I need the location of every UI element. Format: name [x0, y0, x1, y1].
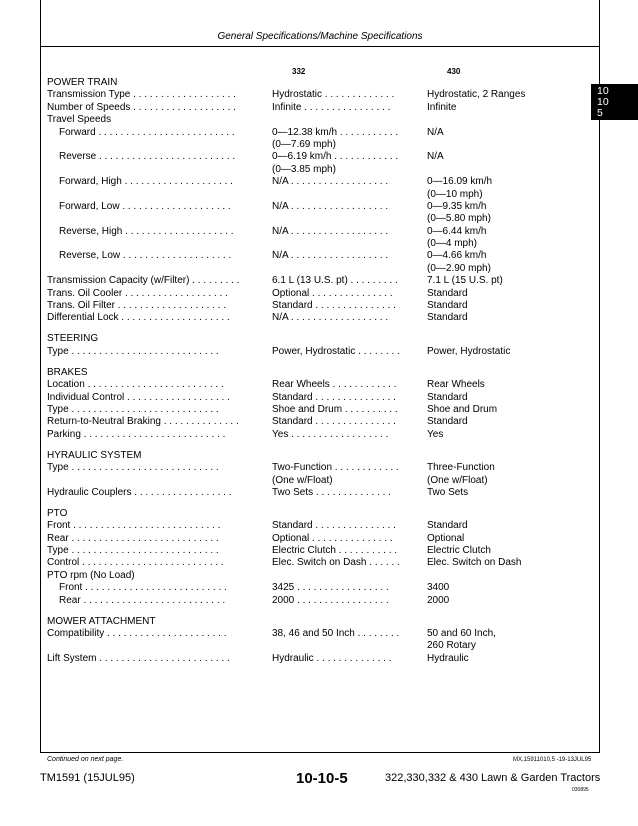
spec-row	[47, 226, 597, 238]
spec-value-332: 6.1 L (13 U.S. pt) . . . . . . . . .	[272, 275, 398, 287]
spec-row	[47, 462, 597, 474]
spec-label: Trans. Oil Filter . . . . . . . . . . . . . . . . . . . .	[47, 300, 227, 312]
spec-value-430: 3400	[427, 582, 450, 594]
spec-row	[47, 404, 597, 416]
spec-label: Individual Control . . . . . . . . . . . . . . . . . . .	[47, 391, 230, 403]
spec-label: Reverse, High . . . . . . . . . . . . . . . . . . . .	[59, 225, 234, 237]
spec-value-430: 0—4.66 km/h	[427, 250, 487, 262]
spec-value-430: 50 and 60 Inch,	[427, 627, 496, 639]
spec-row	[47, 164, 597, 176]
spec-label: Compatibility . . . . . . . . . . . . . . . . . . . . . .	[47, 627, 227, 639]
spec-label: Type . . . . . . . . . . . . . . . . . . . . . . . . . . .	[47, 462, 219, 474]
spec-label: Travel Speeds	[47, 114, 112, 126]
spec-value-332: Yes . . . . . . . . . . . . . . . . . .	[272, 428, 389, 440]
section-title: POWER TRAIN	[47, 77, 118, 88]
spec-value-430: Electric Clutch	[427, 545, 491, 557]
spec-value-430: Shoe and Drum	[427, 403, 498, 415]
section-heading	[47, 616, 597, 628]
spec-row	[47, 520, 597, 532]
spec-label: Return-to-Neutral Braking . . . . . . . . . . . . . .	[47, 416, 239, 428]
spec-label: Forward, High . . . . . . . . . . . . . . . . . . . .	[59, 176, 233, 188]
section-heading	[47, 367, 597, 379]
page-frame	[40, 0, 600, 753]
spec-value-430: Elec. Switch on Dash	[427, 557, 522, 569]
spec-value-430: 260 Rotary	[427, 640, 476, 652]
spec-value-332: Hydraulic . . . . . . . . . . . . . .	[272, 652, 392, 664]
section-tab	[591, 84, 638, 120]
spec-value-332: 0—12.38 km/h . . . . . . . . . . .	[272, 126, 399, 138]
spec-label: Transmission Capacity (w/Filter) . . . . . . . . .	[47, 275, 240, 287]
spec-row	[47, 275, 597, 287]
spec-label: Front . . . . . . . . . . . . . . . . . . . . . . . . . .	[59, 582, 227, 594]
section-title: HYRAULIC SYSTEM	[47, 449, 142, 461]
section-heading	[47, 333, 597, 345]
spec-label: Type . . . . . . . . . . . . . . . . . . . . . . . . . . .	[47, 403, 219, 415]
spec-value-430: Standard	[427, 300, 468, 312]
spec-label: Type . . . . . . . . . . . . . . . . . . . . . . . . . . .	[47, 545, 219, 557]
spec-label: Rear . . . . . . . . . . . . . . . . . . . . . . . . . . .	[47, 532, 219, 544]
spec-value-332: Elec. Switch on Dash . . . . . .	[272, 557, 400, 569]
spec-label: Differential Lock . . . . . . . . . . . . . . . . . . . .	[47, 312, 230, 324]
header-divider	[41, 46, 599, 47]
spec-value-430: 2000	[427, 594, 450, 606]
spec-value-430: (0—4 mph)	[427, 238, 478, 250]
spec-value-430: Three-Function	[427, 462, 495, 474]
spec-value-332: Hydrostatic . . . . . . . . . . . . .	[272, 89, 395, 101]
spec-row	[47, 416, 597, 428]
spec-value-430: Standard	[427, 287, 468, 299]
spec-row	[47, 189, 597, 201]
spec-value-332: Standard . . . . . . . . . . . . . . .	[272, 416, 396, 428]
spec-row	[47, 429, 597, 441]
section-title: STEERING	[47, 333, 99, 345]
spec-value-430: Two Sets	[427, 486, 469, 498]
spec-value-430: Rear Wheels	[427, 379, 485, 391]
spec-value-332: Standard . . . . . . . . . . . . . . .	[272, 520, 396, 532]
spec-value-332: Rear Wheels . . . . . . . . . . . .	[272, 379, 397, 391]
section-title: MOWER ATTACHMENT	[47, 615, 156, 627]
spec-label: Forward . . . . . . . . . . . . . . . . . . . . . . . . .	[59, 126, 235, 138]
page-number: 10-10-5	[296, 770, 348, 787]
spec-label: Hydraulic Couplers . . . . . . . . . . . . . . . . . .	[47, 486, 232, 498]
section-title: PTO	[47, 507, 68, 519]
spec-row	[47, 653, 597, 665]
spec-value-430: Optional	[427, 532, 465, 544]
spec-row	[47, 127, 597, 139]
spec-row	[47, 176, 597, 188]
spec-row	[47, 288, 597, 300]
spec-value-332: Optional . . . . . . . . . . . . . . .	[272, 287, 393, 299]
spec-value-430: (0—10 mph)	[427, 188, 483, 200]
spec-row	[47, 533, 597, 545]
spec-row	[47, 151, 597, 163]
section-heading	[47, 77, 597, 89]
spec-label: Transmission Type . . . . . . . . . . . . . . . . . . .	[47, 89, 236, 101]
spec-row	[47, 213, 597, 225]
spec-value-332: N/A . . . . . . . . . . . . . . . . . .	[272, 200, 389, 212]
spec-label: Reverse . . . . . . . . . . . . . . . . . . . . . . . . .	[59, 151, 236, 163]
spec-value-430: (0—5.80 mph)	[427, 213, 491, 225]
spec-row	[47, 346, 597, 358]
spec-value-430: Hydraulic	[427, 652, 469, 664]
spec-row	[47, 312, 597, 324]
spec-row	[47, 379, 597, 391]
section-heading	[47, 508, 597, 520]
spec-value-430: (One w/Float)	[427, 474, 488, 486]
spec-row	[47, 628, 597, 640]
spec-value-430: 0—9.35 km/h	[427, 200, 487, 212]
tab-line: 10	[597, 96, 609, 108]
spec-value-430: Hydrostatic, 2 Ranges	[427, 89, 526, 101]
spec-row	[47, 595, 597, 607]
spec-value-332: Two Sets . . . . . . . . . . . . . .	[272, 486, 391, 498]
spec-value-430: Standard	[427, 520, 468, 532]
spec-table	[47, 77, 597, 665]
column-header-332: 332	[292, 67, 306, 76]
spec-label: Rear . . . . . . . . . . . . . . . . . . . . . . . . . .	[59, 594, 226, 606]
spec-value-332: 0—6.19 km/h . . . . . . . . . . . .	[272, 151, 399, 163]
spec-value-430: 0—6.44 km/h	[427, 225, 487, 237]
spec-row	[47, 139, 597, 151]
spec-label: Control . . . . . . . . . . . . . . . . . . . . . . . . . .	[47, 557, 224, 569]
spec-row	[47, 487, 597, 499]
spec-value-332: (One w/Float)	[272, 474, 333, 486]
spec-value-430: Yes	[427, 428, 444, 440]
spec-row	[47, 475, 597, 487]
spec-label: Trans. Oil Cooler . . . . . . . . . . . . . . . . . . .	[47, 287, 228, 299]
spec-value-332: Electric Clutch . . . . . . . . . . .	[272, 545, 398, 557]
spec-value-430: Standard	[427, 312, 468, 324]
spec-row	[47, 557, 597, 569]
spec-row	[47, 89, 597, 101]
column-header-430: 430	[447, 67, 461, 76]
spec-label: Reverse, Low . . . . . . . . . . . . . . . . . . . .	[59, 250, 232, 262]
spec-row	[47, 545, 597, 557]
spec-value-332: Shoe and Drum . . . . . . . . . .	[272, 403, 398, 415]
spec-value-430: 0—16.09 km/h	[427, 176, 493, 188]
spec-row	[47, 300, 597, 312]
spec-row	[47, 250, 597, 262]
spec-label: Forward, Low . . . . . . . . . . . . . . . . . . . .	[59, 200, 231, 212]
spec-value-332: (0—7.69 mph)	[272, 138, 336, 150]
spec-row	[47, 201, 597, 213]
spec-value-430: Standard	[427, 416, 468, 428]
spec-label: Front . . . . . . . . . . . . . . . . . . . . . . . . . . .	[47, 520, 221, 532]
manual-title: 322,330,332 & 430 Lawn & Garden Tractors	[385, 772, 601, 784]
spec-value-332: N/A . . . . . . . . . . . . . . . . . .	[272, 176, 389, 188]
section-heading	[47, 450, 597, 462]
spec-value-332: N/A . . . . . . . . . . . . . . . . . .	[272, 312, 389, 324]
spec-value-332: Power, Hydrostatic . . . . . . . .	[272, 345, 400, 357]
tab-line: 10	[597, 85, 609, 97]
document-code: MX,15911010,5 -19-13JUL95	[513, 757, 592, 763]
spec-value-430: Infinite	[427, 101, 457, 113]
spec-value-430: Power, Hydrostatic	[427, 345, 511, 357]
spec-value-332: Infinite . . . . . . . . . . . . . . . .	[272, 101, 391, 113]
spec-value-332: N/A . . . . . . . . . . . . . . . . . .	[272, 225, 389, 237]
spec-value-332: Optional . . . . . . . . . . . . . . .	[272, 532, 393, 544]
spec-row	[47, 640, 597, 652]
spec-value-332: 38, 46 and 50 Inch . . . . . . . .	[272, 627, 400, 639]
spec-value-332: 3425 . . . . . . . . . . . . . . . . .	[272, 582, 389, 594]
spec-row	[47, 570, 597, 582]
spec-row	[47, 392, 597, 404]
spec-value-430: (0—2.90 mph)	[427, 262, 491, 274]
spec-value-430: 7.1 L (15 U.S. pt)	[427, 275, 503, 287]
spec-value-430: N/A	[427, 151, 444, 163]
manual-id: TM1591 (15JUL95)	[40, 772, 135, 784]
spec-value-332: Standard . . . . . . . . . . . . . . .	[272, 300, 396, 312]
spec-label: Number of Speeds . . . . . . . . . . . . . . . . . . .	[47, 101, 236, 113]
page-header-title: General Specifications/Machine Specifications	[217, 31, 423, 42]
spec-label: Lift System . . . . . . . . . . . . . . . . . . . . . . . .	[47, 652, 230, 664]
spec-value-332: Two-Function . . . . . . . . . . . .	[272, 462, 399, 474]
footer-small-code: 030895	[572, 787, 589, 793]
spec-label: Parking . . . . . . . . . . . . . . . . . . . . . . . . . .	[47, 428, 226, 440]
spec-row	[47, 102, 597, 114]
continued-note: Continued on next page.	[47, 756, 124, 763]
spec-value-332: N/A . . . . . . . . . . . . . . . . . .	[272, 250, 389, 262]
tab-line: 5	[597, 107, 603, 119]
spec-value-430: Standard	[427, 391, 468, 403]
spec-value-332: (0—3.85 mph)	[272, 163, 336, 175]
spec-row	[47, 238, 597, 250]
spec-label: Type . . . . . . . . . . . . . . . . . . . . . . . . . . .	[47, 345, 219, 357]
spec-row	[47, 582, 597, 594]
spec-value-332: 2000 . . . . . . . . . . . . . . . . .	[272, 594, 389, 606]
section-title: BRAKES	[47, 366, 88, 378]
spec-value-430: N/A	[427, 126, 444, 138]
spec-value-332: Standard . . . . . . . . . . . . . . .	[272, 391, 396, 403]
spec-row	[47, 114, 597, 126]
spec-label: PTO rpm (No Load)	[47, 569, 135, 581]
spec-row	[47, 263, 597, 275]
spec-label: Location . . . . . . . . . . . . . . . . . . . . . . . . .	[47, 379, 224, 391]
